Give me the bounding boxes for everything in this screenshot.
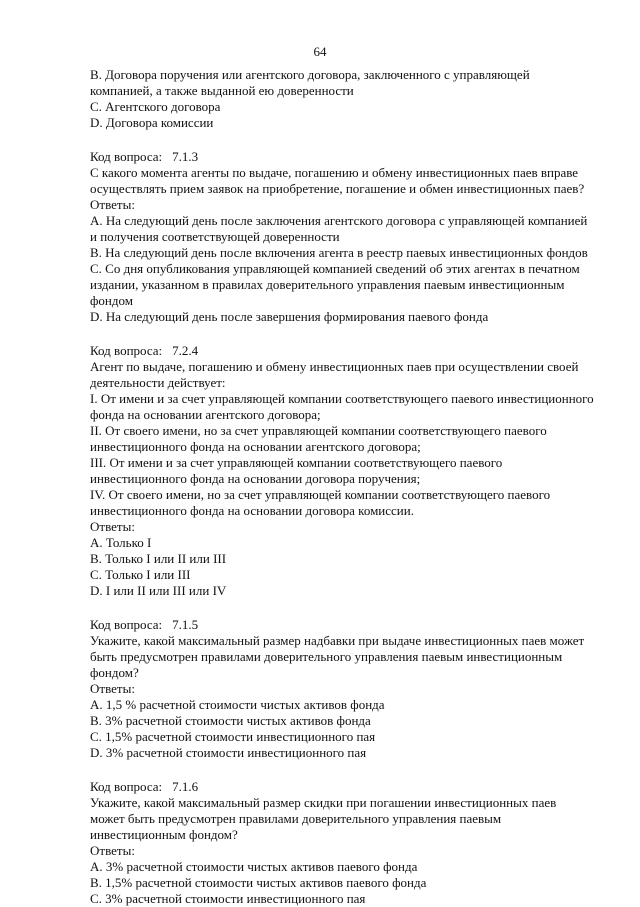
text-line: A. 1,5 % расчетной стоимости чистых активов фонда — [90, 697, 385, 712]
text-line: осуществлять прием заявок на приобретение, погашение и обмен инвестиционных паев? — [90, 181, 585, 196]
text-line: C. Агентского договора — [90, 99, 221, 114]
text-line: A. Только I — [90, 535, 152, 550]
text-line: B. 1,5% расчетной стоимости чистых активов паевого фонда — [90, 875, 427, 890]
text-line: D. На следующий день после завершения формирования паевого фонда — [90, 309, 489, 324]
text-line: Ответы: — [90, 519, 135, 534]
text-line: фонда на основании агентского договора; — [90, 407, 321, 422]
text-line: B. Договора поручения или агентского договора, заключенного с управляющей — [90, 67, 530, 82]
text-line: B. 3% расчетной стоимости чистых активов фонда — [90, 713, 371, 728]
text-line: C. Только I или III — [90, 567, 191, 582]
question-code-line — [90, 343, 590, 359]
text-line: инвестиционного фонда на основании агентского договора; — [90, 439, 421, 454]
text-line: C. Со дня опубликования управляющей компанией сведений об этих агентах в печатном — [90, 261, 580, 276]
text-line: издании, указанном в правилах доверительного управления паевым инвестиционным — [90, 277, 565, 292]
text-line: инвестиционным фондом? — [90, 827, 238, 842]
text-line: I. От имени и за счет управляющей компании соответствующего паевого инвестиционного — [90, 391, 594, 406]
question-code-label: Код вопроса: — [90, 149, 163, 164]
continuation-block — [90, 67, 590, 131]
document-body — [90, 67, 594, 907]
text-line: A. 3% расчетной стоимости чистых активов паевого фонда — [90, 859, 418, 874]
question-block — [90, 617, 590, 761]
text-line: Ответы: — [90, 681, 135, 696]
text-line: III. От имени и за счет управляющей компании соответствующего паевого — [90, 455, 503, 470]
text-line: IV. От своего имени, но за счет управляющей компании соответствующего паевого — [90, 487, 551, 502]
page-number: 64 — [313, 44, 327, 59]
text-line: C. 3% расчетной стоимости инвестиционного пая — [90, 891, 366, 906]
text-line: фондом — [90, 293, 133, 308]
text-line: Ответы: — [90, 197, 135, 212]
text-line: B. Только I или II или III — [90, 551, 227, 566]
text-line: инвестиционного фонда на основании договора поручения; — [90, 471, 421, 486]
question-block — [90, 149, 590, 325]
text-line: может быть предусмотрен правилами доверительного управления паевым — [90, 811, 502, 826]
text-line: Укажите, какой максимальный размер скидки при погашении инвестиционных паев — [90, 795, 557, 810]
text-line: Укажите, какой максимальный размер надбавки при выдаче инвестиционных паев может — [90, 633, 585, 648]
text-line: Ответы: — [90, 843, 135, 858]
question-code-label: Код вопроса: — [90, 779, 163, 794]
question-block — [90, 343, 594, 599]
text-line: C. 1,5% расчетной стоимости инвестиционного пая — [90, 729, 376, 744]
question-code-line — [90, 149, 590, 165]
question-code-line — [90, 617, 590, 633]
text-line: компанией, а также выданной ею доверенности — [90, 83, 354, 98]
question-code-line — [90, 779, 590, 795]
text-line: B. На следующий день после включения агента в реестр паевых инвестиционных фондов — [90, 245, 588, 260]
text-line: D. I или II или III или IV — [90, 583, 227, 598]
text-line: Агент по выдаче, погашению и обмену инвестиционных паев при осуществлении своей — [90, 359, 579, 374]
text-line: С какого момента агенты по выдаче, погашению и обмену инвестиционных паев вправе — [90, 165, 579, 180]
text-line: фондом? — [90, 665, 139, 680]
question-code: 7.1.6 — [172, 779, 199, 794]
question-code: 7.1.5 — [172, 617, 199, 632]
question-code: 7.1.3 — [172, 149, 199, 164]
question-code: 7.2.4 — [172, 343, 199, 358]
text-line: и получения соответствующей доверенности — [90, 229, 340, 244]
text-line: D. 3% расчетной стоимости инвестиционного пая — [90, 745, 367, 760]
text-line: деятельности действует: — [90, 375, 226, 390]
question-code-label: Код вопроса: — [90, 617, 163, 632]
question-code-label: Код вопроса: — [90, 343, 163, 358]
text-line: A. На следующий день после заключения агентского договора с управляющей компанией — [90, 213, 588, 228]
text-line: D. Договора комиссии — [90, 115, 214, 130]
text-line: быть предусмотрен правилами доверительного управления паевым инвестиционным — [90, 649, 563, 664]
text-line: II. От своего имени, но за счет управляющей компании соответствующего паевого — [90, 423, 547, 438]
question-block — [90, 779, 590, 907]
text-line: инвестиционного фонда на основании договора комиссии. — [90, 503, 414, 518]
